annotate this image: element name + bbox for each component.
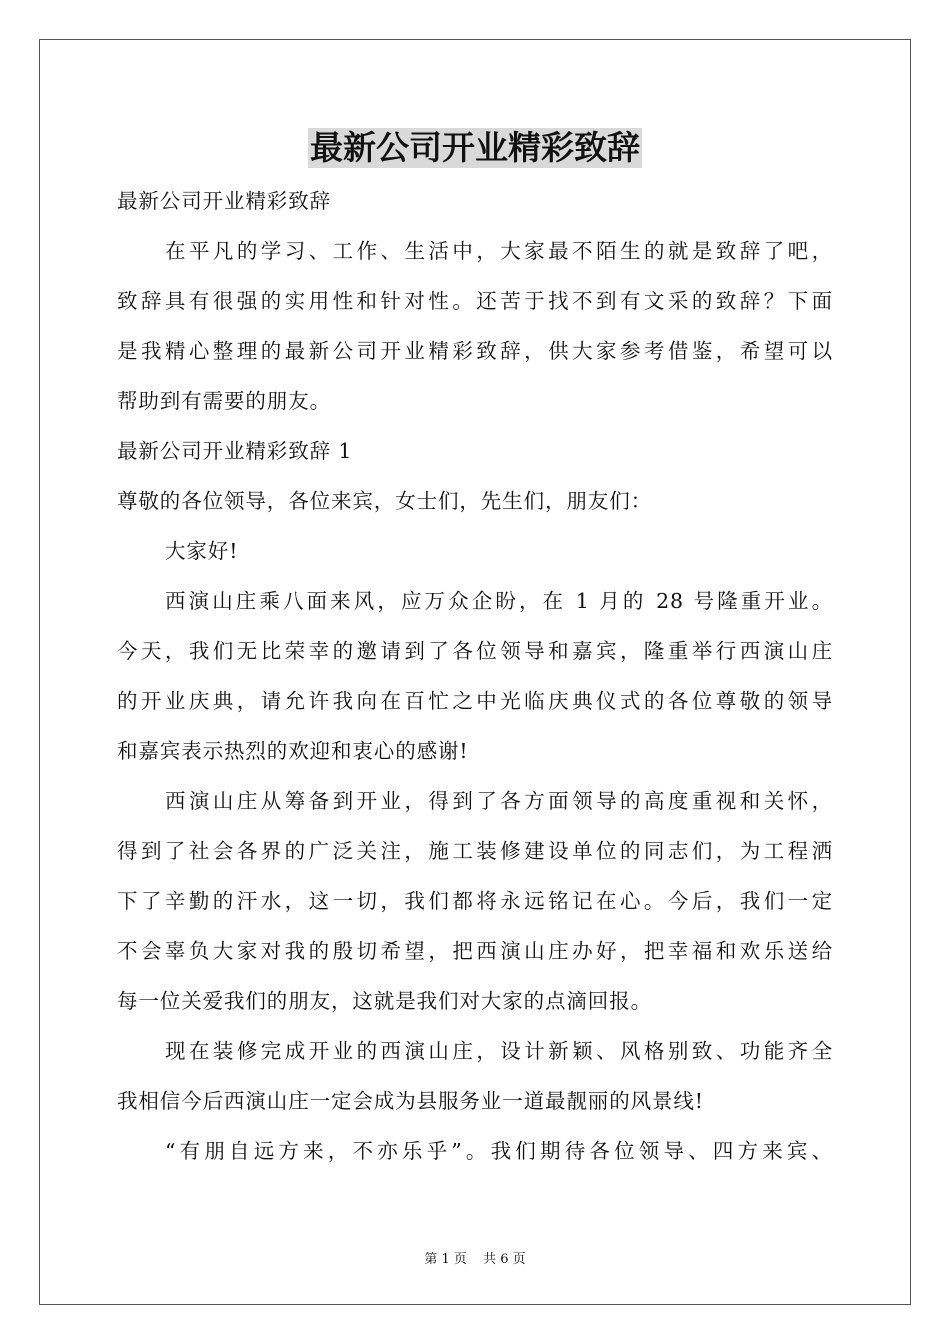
text-line: 现在装修完成开业的西演山庄，设计新颖、风格别致、功能齐全 xyxy=(165,1039,833,1063)
text-line: “有朋自远方来，不亦乐乎”。我们期待各位领导、四方来宾、 xyxy=(165,1139,833,1163)
text-line: 每一位关爱我们的朋友，这就是我们对大家的点滴回报。 xyxy=(117,989,652,1013)
text-line: 最新公司开业精彩致辞 1 xyxy=(117,439,353,463)
text-line: 最新公司开业精彩致辞 xyxy=(117,189,331,213)
text-line: 得到了社会各界的广泛关注，施工装修建设单位的同志们，为工程洒 xyxy=(117,839,833,863)
page-number-current: 第 1 页 xyxy=(424,1252,467,1267)
title-container xyxy=(0,128,950,168)
text-line: 的开业庆典，请允许我向在百忙之中光临庆典仪式的各位尊敬的领导 xyxy=(117,689,833,713)
document-title: 最新公司开业精彩致辞 xyxy=(310,128,640,167)
text-line: 今天，我们无比荣幸的邀请到了各位领导和嘉宾，隆重举行西演山庄 xyxy=(117,639,833,663)
text-line: 尊敬的各位领导，各位来宾，女士们，先生们，朋友们： xyxy=(117,489,652,513)
page-number-total: 共 6 页 xyxy=(483,1252,526,1267)
text-line: 致辞具有很强的实用性和针对性。还苦于找不到有文采的致辞？下面 xyxy=(117,289,833,313)
text-line: 帮助到有需要的朋友。 xyxy=(117,389,331,413)
text-line: 和嘉宾表示热烈的欢迎和衷心的感谢! xyxy=(117,739,469,763)
text-line: 下了辛勤的汗水，这一切，我们都将永远铭记在心。今后，我们一定 xyxy=(117,889,833,913)
text-line: 我相信今后西演山庄一定会成为县服务业一道最靓丽的风景线! xyxy=(117,1089,704,1113)
text-line: 在平凡的学习、工作、生活中，大家最不陌生的就是致辞了吧， xyxy=(165,239,833,263)
page-footer xyxy=(0,1248,950,1267)
document-body xyxy=(117,176,833,1176)
text-line: 大家好! xyxy=(165,539,239,563)
text-line: 是我精心整理的最新公司开业精彩致辞，供大家参考借鉴，希望可以 xyxy=(117,339,833,363)
text-line: 西演山庄从筹备到开业，得到了各方面领导的高度重视和关怀， xyxy=(165,789,833,813)
text-line: 不会辜负大家对我的殷切希望，把西演山庄办好，把幸福和欢乐送给 xyxy=(117,939,833,963)
text-line: 西演山庄乘八面来风，应万众企盼，在 1 月的 28 号隆重开业。 xyxy=(165,589,833,613)
